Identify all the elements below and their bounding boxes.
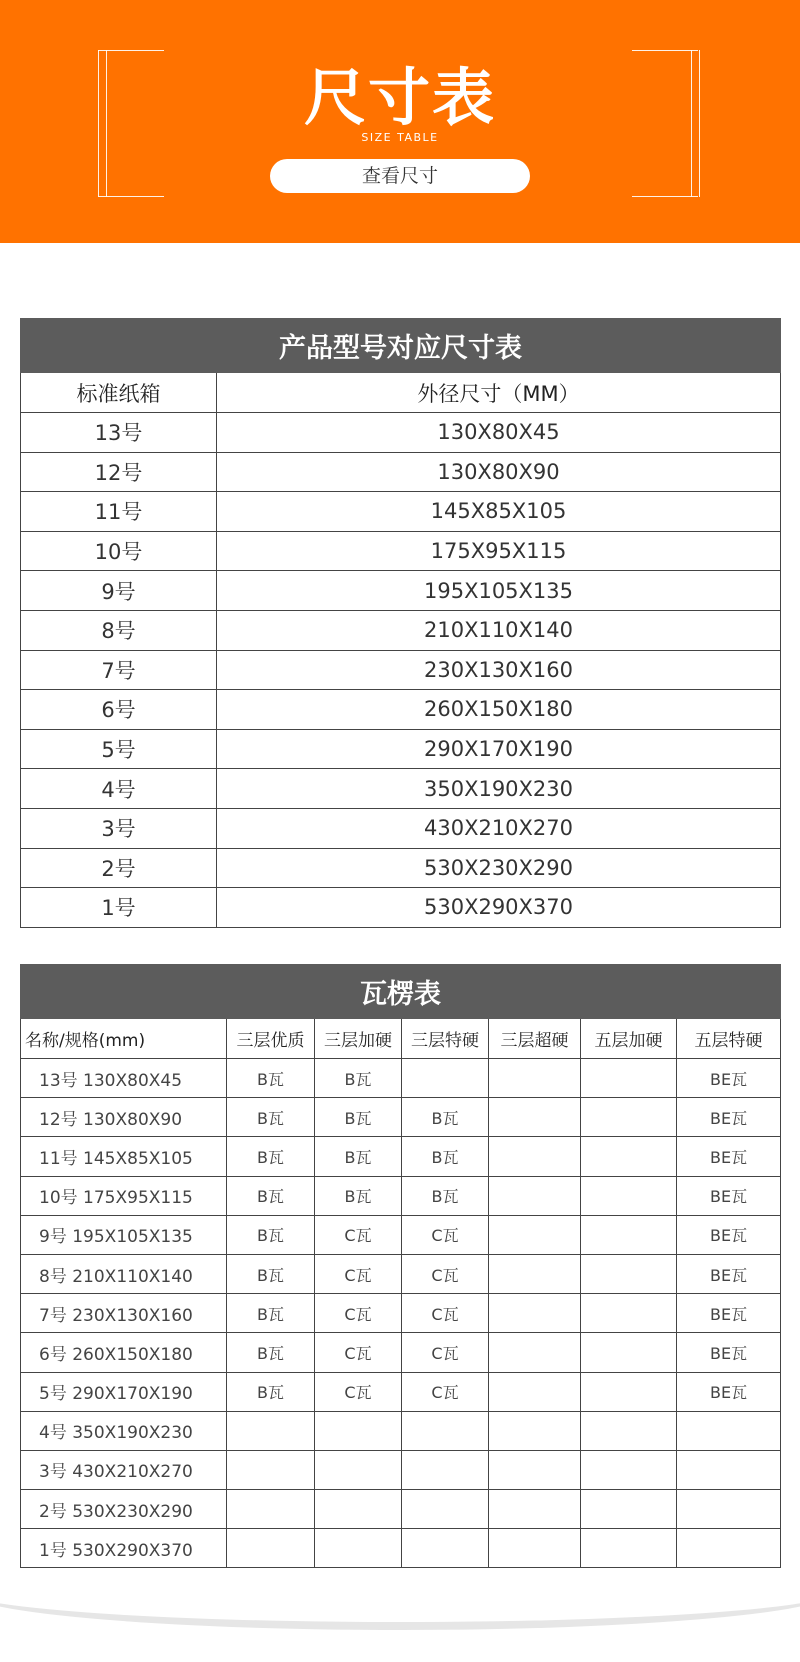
flute-table-row [21,1137,781,1176]
flute-grade-cell: B瓦 [227,1176,315,1215]
flute-model-cell: 9号 195X105X135 [21,1215,227,1254]
flute-table-row [21,1215,781,1254]
flute-grade-cell [581,1215,677,1254]
size-dimension-cell: 195X105X135 [217,571,781,611]
flute-grade-cell [402,1450,489,1489]
size-table-row [21,808,781,848]
size-dimension-cell: 130X80X45 [217,413,781,453]
flute-grade-cell [581,1098,677,1137]
flute-grade-cell [581,1450,677,1489]
flute-table-header: 三层加硬 [315,1019,402,1059]
flute-table-row [21,1176,781,1215]
bottom-curve-decoration [0,1510,800,1630]
size-dimension-cell: 130X80X90 [217,452,781,492]
flute-grade-cell: B瓦 [227,1137,315,1176]
flute-grade-cell: B瓦 [402,1176,489,1215]
size-model-cell: 11号 [21,492,217,532]
flute-grade-cell: B瓦 [227,1098,315,1137]
flute-table-header: 五层特硬 [677,1019,781,1059]
size-model-cell: 1号 [21,888,217,928]
size-table-row [21,848,781,888]
size-table-row [21,888,781,928]
size-model-cell: 6号 [21,690,217,730]
size-dimension-cell: 350X190X230 [217,769,781,809]
size-model-cell: 13号 [21,413,217,453]
page-subtitle: SIZE TABLE [361,131,439,144]
flute-grade-cell: B瓦 [227,1059,315,1098]
flute-model-cell: 4号 350X190X230 [21,1411,227,1450]
flute-grade-cell: C瓦 [315,1215,402,1254]
size-model-cell: 4号 [21,769,217,809]
flute-grade-cell [677,1411,781,1450]
size-model-cell: 5号 [21,729,217,769]
flute-grade-cell: C瓦 [315,1294,402,1333]
flute-grade-cell: BE瓦 [677,1098,781,1137]
flute-grade-cell [402,1411,489,1450]
flute-table-row [21,1372,781,1411]
flute-model-cell: 5号 290X170X190 [21,1372,227,1411]
flute-grade-cell: B瓦 [315,1059,402,1098]
flute-table-header: 五层加硬 [581,1019,677,1059]
size-table-row [21,769,781,809]
size-table-row [21,729,781,769]
flute-grade-cell [581,1372,677,1411]
size-table-title: 产品型号对应尺寸表 [21,319,781,373]
size-table-row [21,492,781,532]
flute-grade-cell [402,1059,489,1098]
flute-model-cell: 13号 130X80X45 [21,1059,227,1098]
flute-table-header: 三层优质 [227,1019,315,1059]
flute-grade-cell: B瓦 [227,1294,315,1333]
flute-table-row [21,1294,781,1333]
flute-model-cell: 11号 145X85X105 [21,1137,227,1176]
flute-grade-cell: B瓦 [315,1098,402,1137]
flute-grade-cell [489,1176,581,1215]
flute-grade-cell: C瓦 [315,1372,402,1411]
size-dimension-cell: 530X230X290 [217,848,781,888]
size-model-cell: 10号 [21,531,217,571]
flute-grade-cell: B瓦 [227,1254,315,1293]
flute-grade-cell: B瓦 [227,1215,315,1254]
size-table-row [21,610,781,650]
size-table-header-dimensions: 外径尺寸（MM） [217,373,781,413]
flute-grade-cell [489,1450,581,1489]
flute-table-header: 名称/规格(mm) [21,1019,227,1059]
flute-table-row [21,1333,781,1372]
flute-grade-cell: BE瓦 [677,1254,781,1293]
flute-table-title: 瓦楞表 [21,965,781,1019]
flute-grade-cell: BE瓦 [677,1333,781,1372]
flute-grade-cell: B瓦 [227,1333,315,1372]
flute-grade-cell: C瓦 [402,1333,489,1372]
flute-grade-cell: BE瓦 [677,1372,781,1411]
flute-grade-cell: BE瓦 [677,1059,781,1098]
flute-table-row [21,1450,781,1489]
flute-grade-cell [489,1333,581,1372]
flute-grade-cell [315,1411,402,1450]
flute-table-header: 三层特硬 [402,1019,489,1059]
flute-model-cell: 6号 260X150X180 [21,1333,227,1372]
flute-grade-cell [581,1254,677,1293]
flute-model-cell: 3号 430X210X270 [21,1450,227,1489]
flute-grade-cell [489,1254,581,1293]
flute-grade-cell [489,1294,581,1333]
size-table-row [21,690,781,730]
flute-grade-cell [489,1372,581,1411]
size-dimension-cell: 175X95X115 [217,531,781,571]
flute-grade-cell: C瓦 [402,1254,489,1293]
size-model-cell: 3号 [21,808,217,848]
size-table-header-model: 标准纸箱 [21,373,217,413]
flute-grade-cell [581,1059,677,1098]
flute-grade-cell: B瓦 [402,1137,489,1176]
size-table-row [21,531,781,571]
flute-grade-cell [227,1411,315,1450]
flute-grade-cell: BE瓦 [677,1294,781,1333]
flute-grade-cell [315,1450,402,1489]
flute-grade-cell: BE瓦 [677,1137,781,1176]
flute-model-cell: 2号 530X230X290 [21,1490,227,1529]
size-dimension-cell: 530X290X370 [217,888,781,928]
flute-grade-cell: BE瓦 [677,1176,781,1215]
flute-grade-cell [581,1294,677,1333]
size-table-row [21,571,781,611]
flute-grade-cell: B瓦 [315,1176,402,1215]
size-table [20,318,781,928]
flute-model-cell: 8号 210X110X140 [21,1254,227,1293]
size-table-row [21,452,781,492]
size-table-row [21,413,781,453]
flute-model-cell: 1号 530X290X370 [21,1529,227,1568]
flute-grade-cell: B瓦 [227,1372,315,1411]
flute-table-row [21,1411,781,1450]
flute-table [20,964,781,1568]
size-dimension-cell: 230X130X160 [217,650,781,690]
size-model-cell: 12号 [21,452,217,492]
flute-grade-cell: C瓦 [402,1215,489,1254]
flute-grade-cell [227,1450,315,1489]
size-table-row [21,650,781,690]
flute-model-cell: 12号 130X80X90 [21,1098,227,1137]
size-dimension-cell: 430X210X270 [217,808,781,848]
flute-grade-cell [489,1059,581,1098]
flute-table-row [21,1098,781,1137]
size-dimension-cell: 145X85X105 [217,492,781,532]
flute-grade-cell [581,1411,677,1450]
flute-grade-cell [581,1137,677,1176]
size-model-cell: 8号 [21,610,217,650]
flute-grade-cell: C瓦 [402,1372,489,1411]
flute-grade-cell: C瓦 [315,1254,402,1293]
size-dimension-cell: 260X150X180 [217,690,781,730]
flute-model-cell: 10号 175X95X115 [21,1176,227,1215]
flute-grade-cell [489,1411,581,1450]
size-model-cell: 9号 [21,571,217,611]
flute-table-row [21,1059,781,1098]
flute-grade-cell [489,1137,581,1176]
flute-grade-cell [489,1215,581,1254]
flute-grade-cell [489,1098,581,1137]
header-banner [0,0,800,243]
size-model-cell: 2号 [21,848,217,888]
flute-model-cell: 7号 230X130X160 [21,1294,227,1333]
flute-grade-cell [581,1333,677,1372]
size-dimension-cell: 210X110X140 [217,610,781,650]
size-model-cell: 7号 [21,650,217,690]
flute-table-header: 三层超硬 [489,1019,581,1059]
flute-table-row [21,1254,781,1293]
flute-grade-cell: B瓦 [315,1137,402,1176]
flute-grade-cell: C瓦 [315,1333,402,1372]
flute-grade-cell: C瓦 [402,1294,489,1333]
flute-grade-cell: B瓦 [402,1098,489,1137]
page-title: 尺寸表 [303,61,496,134]
flute-grade-cell: BE瓦 [677,1215,781,1254]
flute-grade-cell [581,1176,677,1215]
size-dimension-cell: 290X170X190 [217,729,781,769]
flute-grade-cell [677,1450,781,1489]
view-size-button[interactable]: 查看尺寸 [270,159,530,193]
